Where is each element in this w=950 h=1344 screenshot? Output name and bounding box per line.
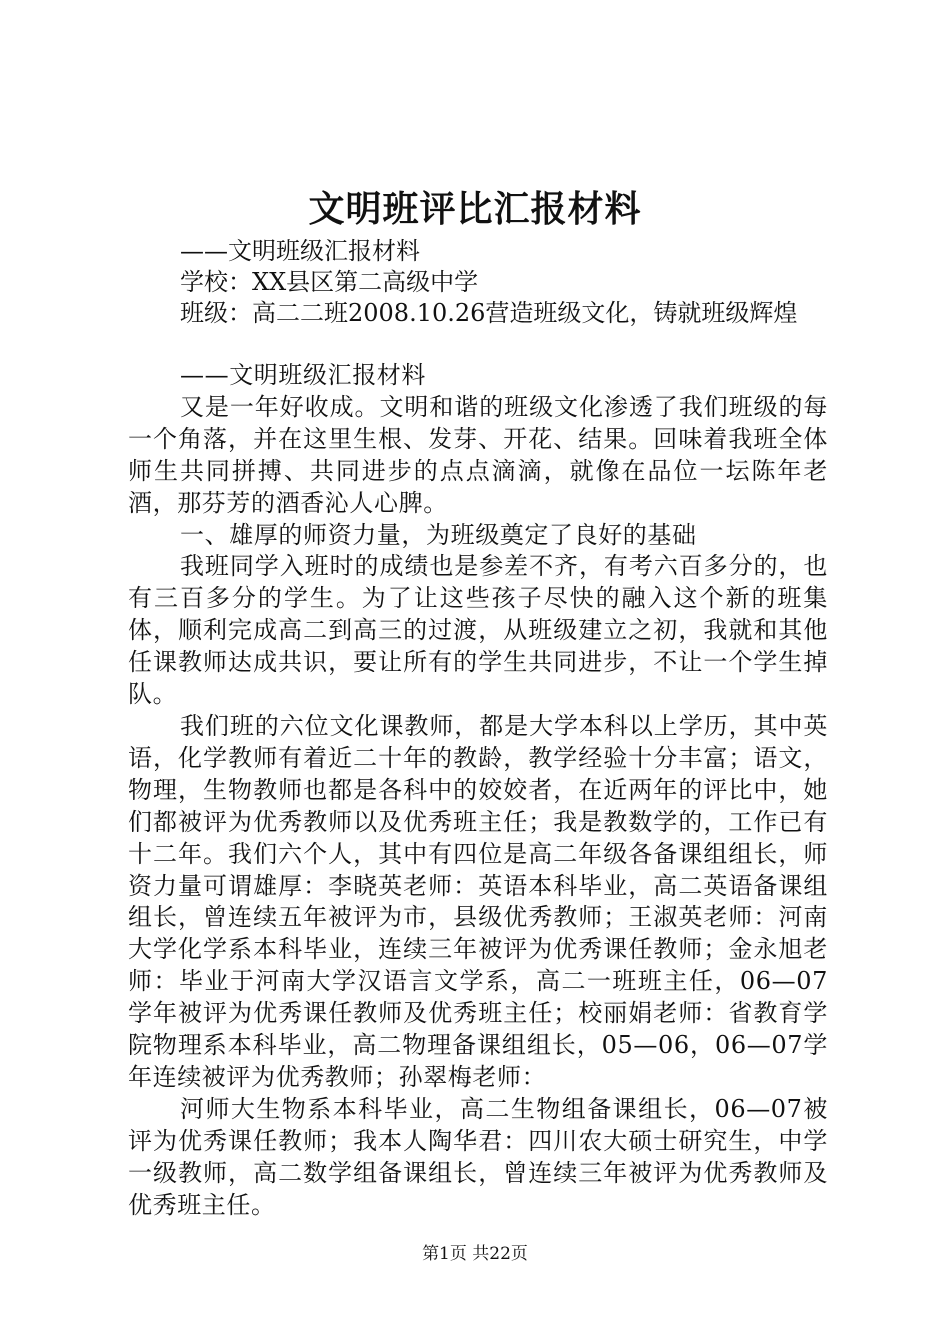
document-meta xyxy=(180,236,880,329)
page-footer: 第1页 共22页 xyxy=(422,1244,528,1264)
document-body xyxy=(128,360,828,1221)
body-subtitle: ——文明班级汇报材料 xyxy=(180,361,426,389)
meta-school: 学校：XX县区第二高级中学 xyxy=(180,268,479,296)
paragraph: 我班同学入班时的成绩也是参差不齐，有考六百多分的，也有三百多分的学生。为了让这些孩子尽快的融入这个新的班集体，顺利完成高二到高三的过渡，从班级建立之初，我就和其他任课教师达成共识，要让所有的学生共同进步，不让一个学生掉队。 xyxy=(128,552,828,709)
meta-subtitle: ——文明班级汇报材料 xyxy=(180,237,420,265)
paragraph-intro: 又是一年好收成。文明和谐的班级文化渗透了我们班级的每一个角落，并在这里生根、发芽、开花、结果。回味着我班全体师生共同拼搏、共同进步的点点滴滴，就像在品位一坛陈年老酒，那芬芳的酒香沁人心脾。 xyxy=(128,392,828,517)
paragraph: 我们班的六位文化课教师，都是大学本科以上学历，其中英语，化学教师有着近二十年的教龄，教学经验十分丰富；语文，物理，生物教师也都是各科中的姣姣者，在近两年的评比中，她们都被评为优秀教师以及优秀班主任；我是教数学的，工作已有十二年。我们六个人，其中有四位是高二年级各备课组组长，师资力量可谓雄厚：李晓英老师：英语本科毕业，高二英语备课组组长，曾连续五年被评为市，县级优秀教师；王淑英老师：河南大学化学系本科毕业，连续三年被评为优秀课任教师；金永旭老师：毕业于河南大学汉语言文学系，高二一班班主任，06—07学年被评为优秀课任教师及优秀班主任；校丽娟老师：省教育学院物理系本科毕业，高二物理备课组组长，05—06，06—07学年连续被评为优秀教师；孙翠梅老师： xyxy=(128,711,828,1091)
meta-class: 班级：高二二班2008.10.26营造班级文化，铸就班级辉煌 xyxy=(180,299,798,327)
paragraph: 河师大生物系本科毕业，高二生物组备课组长，06—07被评为优秀课任教师；我本人陶华君：四川农大硕士研究生，中学一级教师，高二数学组备课组长，曾连续三年被评为优秀教师及优秀班主任。 xyxy=(128,1094,828,1219)
document-title: 文明班评比汇报材料 xyxy=(308,188,642,230)
section-heading: 一、雄厚的师资力量，为班级奠定了良好的基础 xyxy=(180,520,697,549)
